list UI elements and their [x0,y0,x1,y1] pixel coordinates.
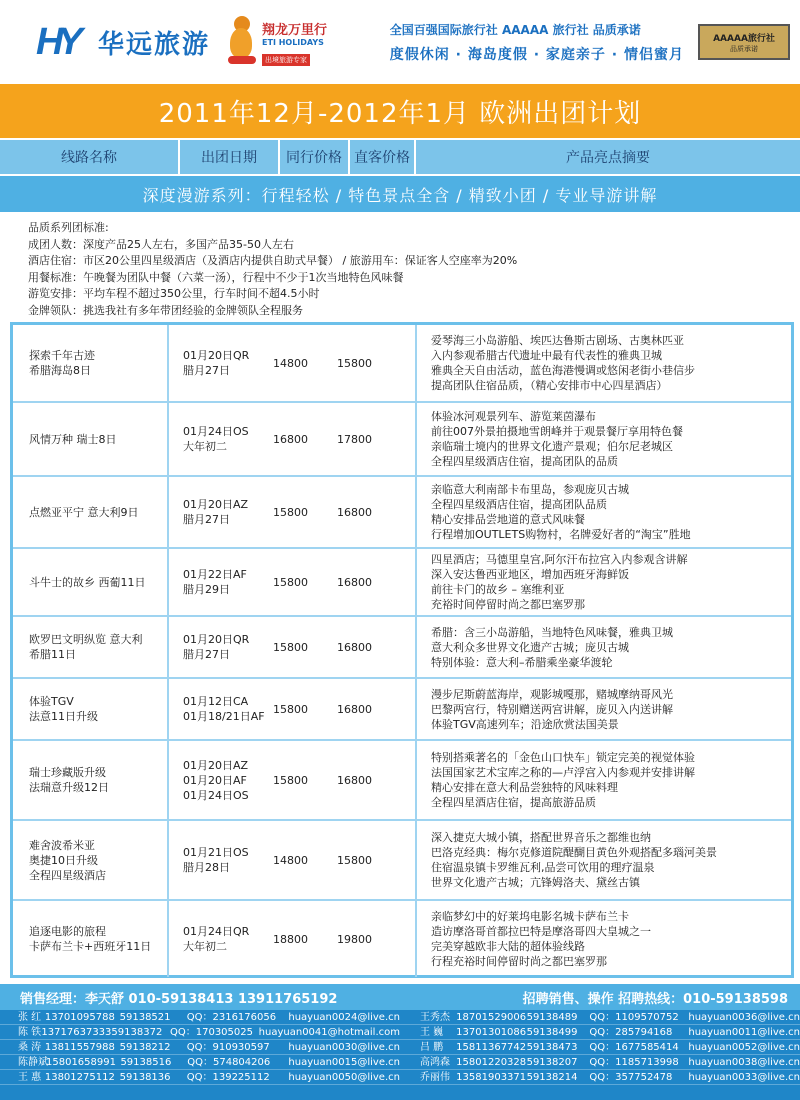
route-highlights-line: 全程四星级酒店住宿，提高团队品质 [431,498,607,511]
departure-date-line: 01月20日AZ [183,498,249,511]
route-highlights-line: 深入捷克大城小镇，搭配世界音乐之都维也纳 [431,831,651,844]
col-direct-price: 直客价格 [350,140,416,174]
route-highlights-line: 体验TGV高速列车；沿途欣赏法国美景 [431,717,619,731]
peer-price: 15800 [273,575,308,589]
route-highlights [417,617,791,677]
route-name-line: 点燃亚平宁 意大利9日 [29,505,139,519]
route-highlights-line: 巴洛克经典：梅尔克修道院醍醐目黄色外观搭配多瑙河美景 [431,846,717,859]
route-highlights-line: 前往007外景拍摄地雪朗峰并于观景餐厅享用特色餐 [431,425,683,438]
contact-email[interactable]: huayuan0038@live.cn [688,1057,800,1068]
departure-date-line: 腊月29日 [183,583,230,596]
route-highlights-line: 深入安达鲁西亚地区，增加西班牙海鲜饭 [431,568,629,581]
route-name-line: 希腊11日 [29,648,76,661]
contact-name: 王 惠 [18,1072,42,1083]
contact-qq: QQ：910930597 [186,1042,270,1053]
route-highlights-line: 前往卡门的故乡 – 塞维利亚 [431,583,565,596]
departure-date [169,325,269,401]
route-name-line: 追逐电影的旅程 [29,925,106,938]
route-name [13,901,169,977]
contact-email[interactable]: huayuan0052@live.cn [688,1042,800,1053]
departure-date [169,821,269,899]
route-highlights-line: 完美穿越欧非大陆的超体验线路 [431,940,585,953]
route-highlights-line: 充裕时间停留时尚之都巴塞罗那 [431,598,585,611]
departure-date [169,477,269,547]
route-row [13,617,791,679]
route-name [13,617,169,677]
contact-mobile: 13811557988 [44,1042,115,1053]
peer-price: 15800 [273,640,308,654]
contact-entry [0,1070,400,1084]
peer-price: 15800 [273,505,308,519]
contact-entry [0,1055,400,1069]
contact-row [0,1040,800,1055]
direct-price: 19800 [337,901,417,977]
page-title: 2011年12月-2012年1月 欧洲出团计划 [158,98,642,129]
route-highlights [417,325,791,401]
col-highlights: 产品亮点摘要 [566,150,650,166]
direct-price: 17800 [337,403,417,475]
departure-date-line: 01月18/21日AF [183,710,265,723]
contact-name: 王秀杰 [420,1012,450,1023]
departure-date-line: 腊月27日 [183,513,230,526]
kangaroo-mascot-icon [224,12,258,72]
recruit-hotline: 招聘销售、操作 招聘热线：010-59138598 [522,991,788,1007]
route-highlights [417,821,791,899]
route-highlights-line: 法国国家艺术宝库之称的—卢浮宫入内参观并安排讲解 [431,766,695,779]
eti-en-name: ETI HOLIDAYS [262,37,324,47]
route-name [13,325,169,401]
contact-email[interactable]: huayuan0050@live.cn [288,1072,400,1083]
route-highlights-line: 世界文化遗产古城；亢锋姆洛夫、黛丝古镇 [431,876,640,889]
peer-price: 14800 [273,853,308,867]
departure-date-line: 01月22日AF [183,568,247,581]
contact-mobile: 15801658991 [46,1057,116,1068]
contact-entry [400,1010,800,1024]
contact-name: 高鸿森 [420,1057,450,1068]
route-highlights [417,477,791,547]
eti-logo [224,12,327,72]
route-highlights-line: 行程充裕时间停留时尚之都巴塞罗那 [431,955,607,968]
contact-tel: 59138214 [526,1072,578,1083]
route-row [13,741,791,821]
col-peer-price: 同行价格 [280,140,350,174]
route-highlights-line: 四星酒店；马德里皇宫,阿尔汗布拉宫入内参观含讲解 [431,553,688,566]
departure-date-line: 01月20日QR [183,349,250,362]
route-highlights-line: 全程四星级酒店住宿，提高团队的品质 [431,455,618,468]
contact-tel: 59138521 [119,1012,171,1023]
contact-tel: 59138516 [120,1057,172,1068]
contact-tel: 59138372 [111,1027,163,1038]
contact-email[interactable]: huayuan0033@live.cn [688,1072,800,1083]
contact-entry [400,1025,800,1039]
direct-price: 15800 [337,821,417,899]
departure-date [169,403,269,475]
series-banner [0,176,800,212]
peer-price: 14800 [273,356,308,370]
contact-mobile: 13701095788 [44,1012,115,1023]
standards-line: 金牌领队：挑选我社有多年带团经验的金牌领队全程服务 [28,303,303,317]
route-highlights-line: 造访摩洛哥首都拉巴特是摩洛哥四大皇城之一 [431,925,651,938]
contact-mobile: 13581903371 [456,1072,527,1083]
contact-tel: 59138473 [526,1042,578,1053]
route-name [13,679,169,739]
departure-date [169,617,269,677]
contact-entry [400,1040,800,1054]
route-name-line: 奥捷10日升级 [29,853,98,867]
route-highlights-line: 入内参观希腊古代遗址中最有代表性的雅典卫城 [431,349,662,362]
route-row [13,549,791,617]
departure-date [169,549,269,615]
direct-price: 16800 [337,477,417,547]
route-name [13,549,169,615]
column-header-row [0,140,800,174]
route-name-line: 希腊海岛8日 [29,364,91,377]
slogan-line-2: 度假休闲 · 海岛度假 · 家庭亲子 · 情侣蜜月 [389,46,684,63]
contact-row [0,1025,800,1040]
contact-qq: QQ：285794168 [589,1027,673,1038]
route-name-line: 风情万种 瑞士8日 [29,432,117,446]
contact-mobile: 15801220328 [456,1057,527,1068]
route-highlights-line: 意大利众多世界文化遗产古城；庞贝古城 [431,640,629,654]
contact-qq: QQ：1185713998 [589,1057,679,1068]
eti-tagline: 出境旅游专家 [262,54,310,66]
quality-standards [0,212,800,328]
contact-mobile: 15811367742 [456,1042,527,1053]
standards-heading: 品质系列团标准: [28,221,109,234]
contact-tel: 59138499 [526,1027,578,1038]
direct-price: 16800 [337,679,417,739]
route-name-line: 全程四星级酒店 [29,868,106,882]
col-route-name: 线路名称 [0,140,180,174]
route-highlights-line: 体验冰河观景列车、游览莱茵瀑布 [431,410,596,423]
eti-cn-name: 翔龙万里行 [262,22,328,38]
route-highlights-line: 希腊：含三小岛游船，当地特色风味餐，雅典卫城 [431,625,673,639]
route-name-line: 瑞士珍藏版升级 [29,766,106,779]
contact-entry [0,1025,400,1039]
contact-email[interactable]: huayuan0036@live.cn [688,1012,800,1023]
departure-date-line: 01月24日OS [183,425,249,438]
contact-row [0,1070,800,1085]
departure-date [169,901,269,977]
contact-row [0,1055,800,1070]
route-name-line: 难舍波希米亚 [29,838,95,852]
contact-mobile: 13701301086 [456,1027,527,1038]
contact-email[interactable]: huayuan0041@hotmail.com [258,1027,400,1038]
departure-date-line: 01月12日CA [183,695,249,708]
sales-manager: 销售经理：李天舒 010-59138413 13911765192 [20,991,338,1007]
departure-date [169,741,269,819]
route-highlights-line: 精心安排品尝地道的意式风味餐 [431,513,585,526]
contact-qq: QQ：357752478 [589,1072,673,1083]
aaaaa-badge: AAAAA旅行社 品质承诺 [698,24,790,60]
route-highlights-line: 亲临梦幻中的好莱坞电影名城卡萨布兰卡 [431,910,629,923]
departure-date-line: 01月21日OS [183,846,249,859]
departure-date-line: 腊月28日 [183,861,230,874]
contact-name: 吕 鹏 [420,1042,444,1053]
contact-tel: 59138207 [526,1057,578,1068]
contact-tel: 59138136 [119,1072,171,1083]
standards-line: 成团人数：深度产品25人左右，多国产品35-50人左右 [28,237,294,251]
departure-date-line: 大年初二 [183,440,227,453]
standards-line: 酒店住宿：市区20公里四星级酒店（及酒店内提供自助式早餐） / 旅游用车：保证客人空座率为20% [28,254,518,267]
contact-name: 张 红 [18,1012,42,1023]
standards-line: 游览安排：平均车程不超过350公里，行车时间不超4.5小时 [28,287,320,300]
direct-price: 15800 [337,325,417,401]
route-name [13,741,169,819]
route-highlights-line: 特别体验：意大利–希腊乘坐豪华渡轮 [431,655,613,669]
direct-price: 16800 [337,617,417,677]
contact-entry [0,1040,400,1054]
brand-name: 华远旅游 [98,29,211,60]
contact-name: 陈 铁 [18,1027,42,1038]
route-highlights-line: 漫步尼斯蔚蓝海岸，观影城嘎那，赌城摩纳哥风光 [431,687,673,701]
route-name-line: 欧罗巴文明纵览 意大利 [29,633,143,646]
contact-qq: QQ：1109570752 [589,1012,679,1023]
contact-email[interactable]: huayuan0030@live.cn [288,1042,400,1053]
series-text: 深度漫游系列：行程轻松 / 特色景点全含 / 精致小团 / 专业导游讲解 [142,185,658,205]
departure-date-line: 01月20日QR [183,633,250,646]
route-highlights-line: 亲临瑞士境内的世界文化遗产景观；伯尔尼老城区 [431,440,673,453]
route-highlights-line: 全程四星酒店住宿，提高旅游品质 [431,796,596,809]
route-name-line: 法意11日升级 [29,710,98,723]
route-name [13,821,169,899]
departure-date-line: 腊月27日 [183,648,230,661]
contact-email[interactable]: huayuan0011@live.cn [688,1027,800,1038]
route-row [13,477,791,549]
contact-name: 桑 涛 [18,1042,42,1053]
route-name-line: 卡萨布兰卡+西班牙11日 [29,940,152,953]
route-highlights-line: 亲临意大利南部卡布里岛，参观庞贝古城 [431,483,629,496]
route-name-line: 探索千年古迹 [29,349,95,362]
brand-logo [36,22,210,62]
route-name-line: 斗牛士的故乡 西葡11日 [29,575,146,589]
contact-qq: QQ：139225112 [186,1072,270,1083]
contact-qq: QQ：574804206 [187,1057,271,1068]
contact-entry [400,1055,800,1069]
route-row [13,901,791,977]
direct-price: 16800 [337,549,417,615]
contact-entry [0,1010,400,1024]
route-name [13,477,169,547]
peer-price: 18800 [273,932,308,946]
standards-line: 用餐标准：午晚餐为团队中餐（六菜一汤），行程中不少于1次当地特色风味餐 [28,270,404,284]
contact-name: 王 巍 [420,1027,444,1038]
route-highlights-line: 精心安排在意大利品尝独特的风味料理 [431,781,618,794]
departure-date-line: 01月20日AZ [183,758,249,772]
contact-list [0,1010,800,1100]
route-row [13,403,791,477]
route-highlights [417,403,791,475]
contact-mobile: 18701529006 [456,1012,527,1023]
title-banner [0,84,800,138]
route-highlights-line: 行程增加OUTLETS购物村，名牌爱好者的“淘宝”胜地 [431,528,691,541]
contact-tel: 59138489 [526,1012,578,1023]
route-highlights [417,549,791,615]
col-departure-date: 出团日期 [180,140,280,174]
peer-price: 15800 [273,773,308,787]
peer-price: 16800 [273,432,308,446]
contact-qq: QQ：2316176056 [186,1012,277,1023]
contact-qq: QQ：170305025 [169,1027,253,1038]
route-highlights-line: 特别搭乘著名的「金色山口快车」锁定完美的视觉体验 [431,751,695,764]
contact-email[interactable]: huayuan0024@live.cn [288,1012,400,1023]
route-name-line: 体验TGV [29,695,74,708]
contact-qq: QQ：1677585414 [589,1042,679,1053]
route-name-line: 法瑞意升级12日 [29,781,109,794]
contact-mobile: 13801275112 [44,1072,115,1083]
contact-tel: 59138212 [119,1042,171,1053]
route-highlights [417,679,791,739]
contact-email[interactable]: huayuan0015@live.cn [288,1057,401,1068]
peer-price: 15800 [273,702,308,716]
departure-date-line: 大年初二 [183,940,227,953]
route-row [13,325,791,403]
departure-date-line: 01月20日AF [183,773,247,787]
departure-date-line: 01月24日OS [183,788,249,802]
departure-date-line: 01月24日QR [183,925,250,938]
route-highlights [417,901,791,977]
route-highlights-line: 提高团队住宿品质，（精心安排市中心四星酒店） [431,379,668,392]
direct-price: 16800 [337,741,417,819]
routes-table [10,322,794,978]
footer-bar [0,984,800,1010]
contact-row [0,1010,800,1025]
contact-mobile: 13717637333 [41,1027,112,1038]
slogan-line-1: 全国百强国际旅行社 AAAAA 旅行社 品质承诺 [389,22,641,37]
route-highlights-line: 巴黎两宫行，特别赠送两宫讲解，庞贝入内送讲解 [431,702,673,716]
contact-name: 乔丽伟 [420,1072,450,1083]
header [0,0,800,84]
route-highlights-line: 雅典全天自由活动，蓝色海港慢调或悠闲老街小巷信步 [431,364,695,377]
contact-name: 陈静斌 [18,1057,48,1068]
hy-logo-icon: HY [36,21,77,63]
route-highlights-line: 爱琴海三小岛游船、埃匹达鲁斯古剧场、古奥林匹亚 [431,334,684,347]
route-row [13,821,791,901]
departure-date-line: 腊月27日 [183,364,230,377]
route-name [13,403,169,475]
route-highlights [417,741,791,819]
route-highlights-line: 住宿温泉镇卡罗维瓦利,品尝可饮用的理疗温泉 [431,861,655,874]
route-row [13,679,791,741]
departure-date [169,679,269,739]
contact-entry [400,1070,800,1084]
